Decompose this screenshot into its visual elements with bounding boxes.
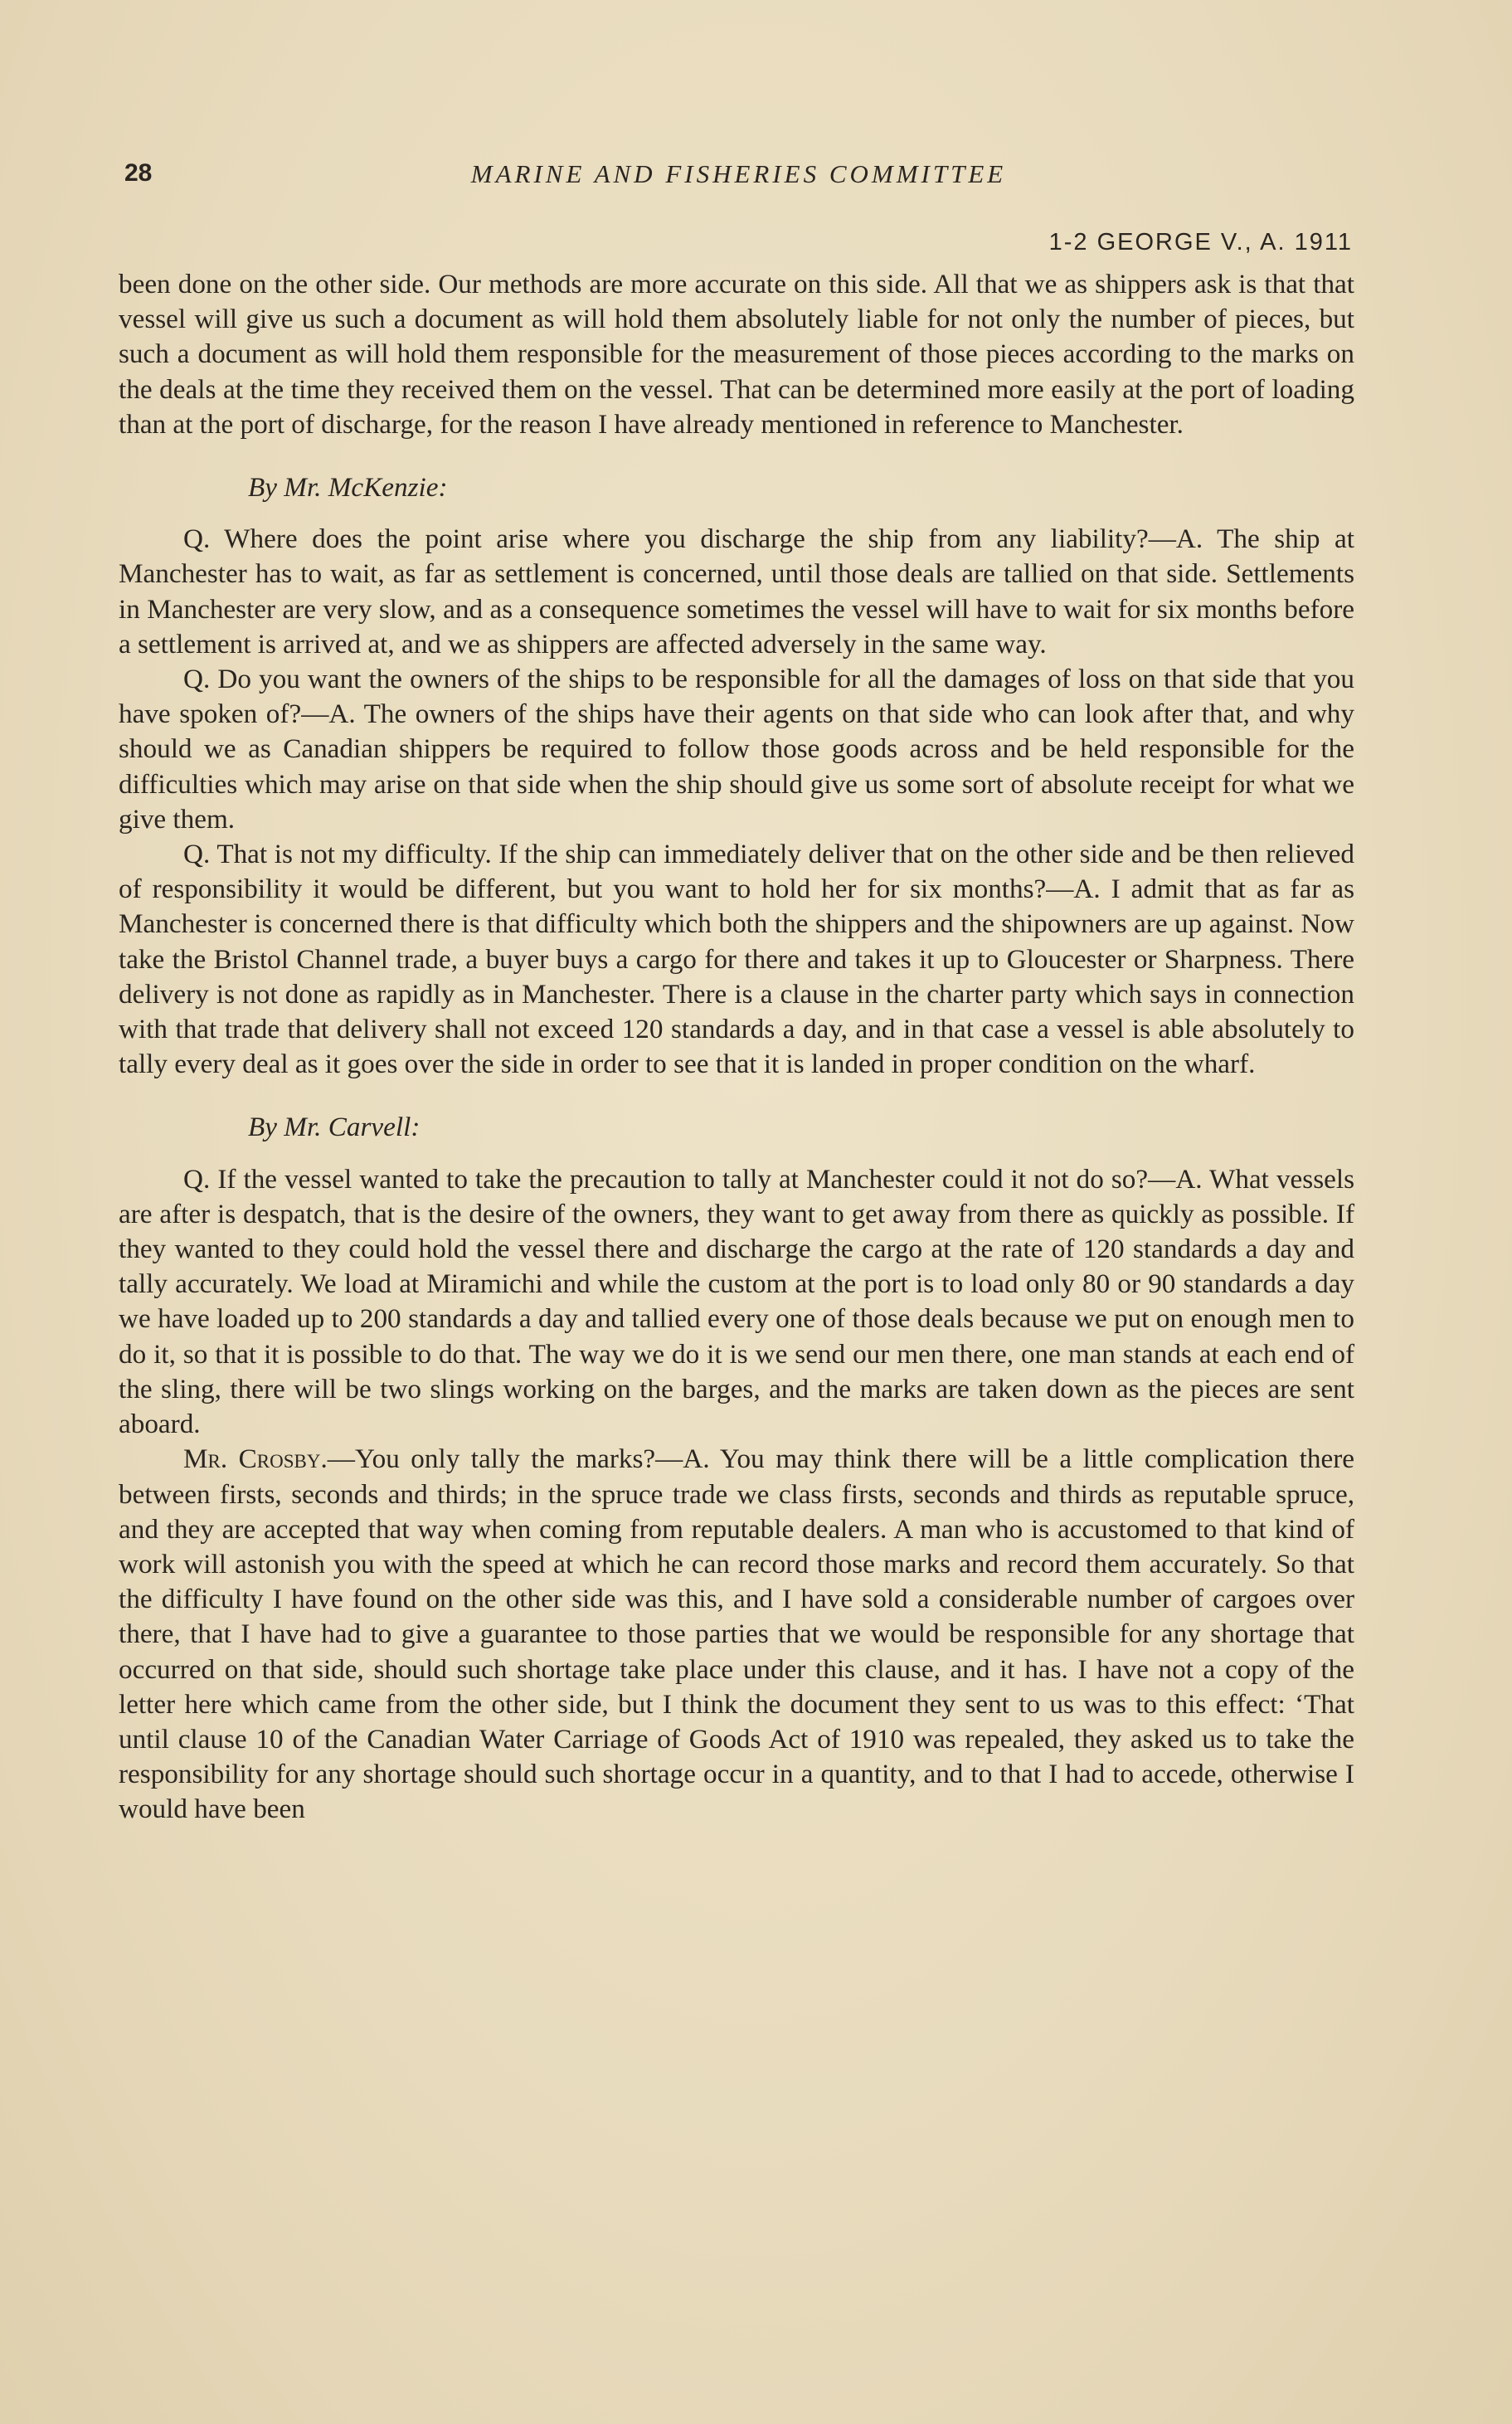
paragraph: Q. Where does the point arise where you discharge the ship from any liability?—A. The ship at Manchester has to wait, as far as settlement is concerned, until those deals are tallied on that side. Settlements in Manchester are very slow, and as a consequence sometimes the vessel will have to wait for six months before a settlement is arrived at, and we as shippers are affected adversely in the same way. [119,523,1354,660]
page-header [123,159,1354,201]
paragraph: Q. Do you want the owners of the ships to be responsible for all the damages of loss on that side that you have spoken of?—A. The owners of the ships have their agents on that side who can look after that, and why should we as Canadian shippers be required to follow those goods across and be held responsible for the difficulties which may arise on that side when the ship should give us some sort of absolute receipt for what we give them. [119,664,1354,835]
running-title: MARINE AND FISHERIES COMMITTEE [470,159,1007,188]
paragraph: Q. If the vessel wanted to take the precaution to tally at Manchester could it not do so?—A. What vessels are after is despatch, that is the desire of the owners, they want to get away from there as quickly as possible. If they wanted to they could hold the vessel there and discharge the cargo at the rate of 120 standards a day and tally accurately. We load at Miramichi and while the custom at the port is to load only 80 or 90 standards a day we have loaded up to 200 standards a day and tallied every one of those deals because we put on enough men to do it, so that it is possible to do that. The way we do it is we send our men there, one man stands at each end of the sling, there will be two slings working on the barges, and the marks are taken down as the pieces are sent aboard. [119,1163,1354,1440]
paragraph-text: —You only tally the marks?—A. You may think there will be a little complication there between firsts, seconds and thirds; in the spruce trade we class firsts, seconds and thirds as reputable spruce, and they are accepted that way when coming from reputable dealers. A man who is accustomed to that kind of work will astonish you with the speed at which he can record those marks and record them accurately. So that the difficulty I have found on the other side was this, and I have sold a considerable number of cargoes over there, that I have had to give a guarantee to those parties that we would be responsible for any shortage that occurred on that side, should such shortage take place under this clause, and it has. I have not a copy of the letter here which came from the other side, but I think the document they sent to us was to this effect: ‘That until clause 10 of the Canadian Water Carriage of Goods Act of 1910 was repealed, they asked us to take the responsibility for any shortage should such shortage occur in a quantity, and to that I had to accede, otherwise I would have been [119,1443,1354,1825]
speaker-name: Mr. Crosby. [183,1443,328,1475]
paragraph: been done on the other side. Our methods are more accurate on this side. All that we as shippers ask is that that vessel will give us such a document as will hold them absolutely liable for not only the number of pieces, but such a document as will hold them responsible for the measurement of those pieces according to the marks on the deals at the time they received them on the vessel. That can be determined more easily at the port of loading than at the port of discharge, for the reason I have already mentioned in reference to Manchester. [119,269,1354,440]
session-reference: 1-2 GEORGE V., A. 1911 [1048,229,1353,256]
page-number: 28 [124,159,153,187]
speaker-heading: By Mr. McKenzie: [248,472,448,504]
document-body [119,267,1354,1828]
speaker-heading: By Mr. Carvell: [248,1112,421,1143]
paragraph [119,1442,1354,1827]
paragraph: Q. That is not my difficulty. If the ship can immediately deliver that on the other side and be then relieved of responsibility it would be different, but you want to hold her for six months?—A. I admit that as far as Manchester is concerned there is that difficulty which both the shippers and the shipowners are up against. Now take the Bristol Channel trade, a buyer buys a cargo for there and takes it up to Gloucester or Sharpness. There delivery is not done as rapidly as in Manchester. There is a clause in the charter party which says in connection with that trade that delivery shall not exceed 120 standards a day, and in that case a vessel is able absolutely to tally every deal as it goes over the side in order to see that it is landed in proper condition on the wharf. [119,839,1354,1080]
